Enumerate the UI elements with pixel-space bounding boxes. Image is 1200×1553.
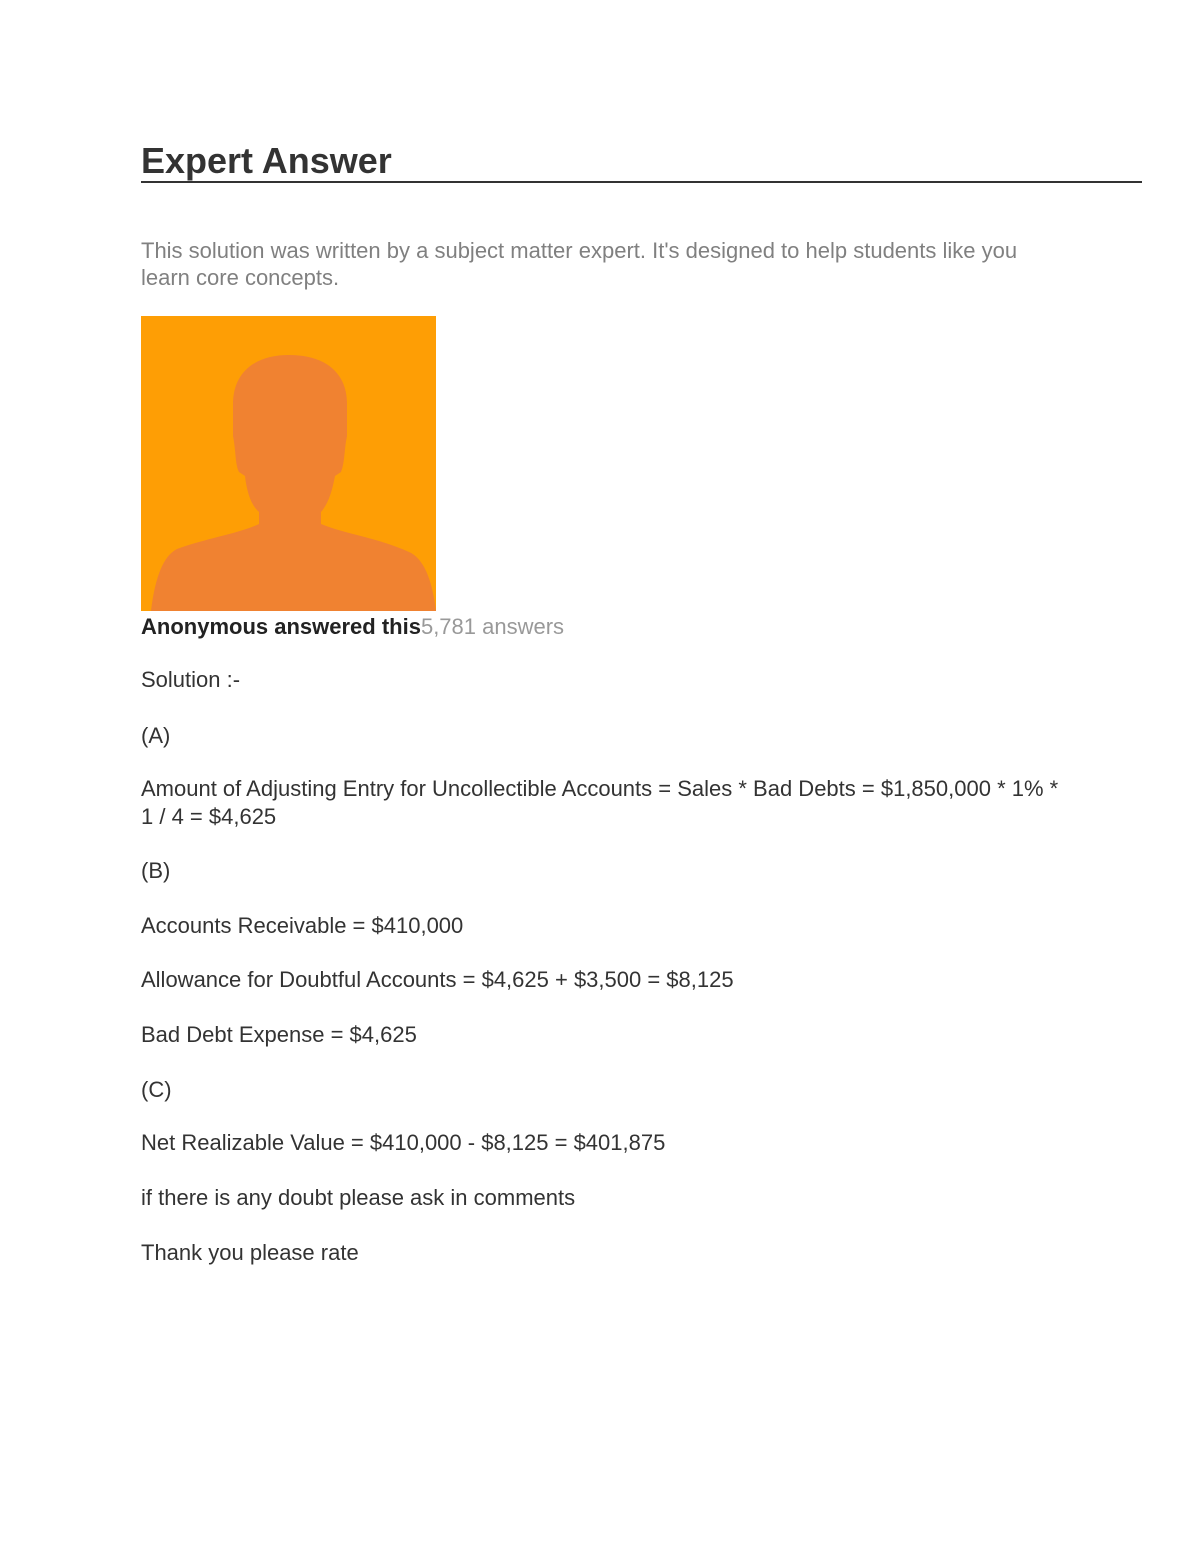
answer-meta bbox=[141, 613, 564, 640]
closing-note: if there is any doubt please ask in comments bbox=[141, 1185, 576, 1210]
allowance-line: Allowance for Doubtful Accounts = $4,625 + $3,500 = $8,125 bbox=[141, 967, 734, 992]
solution-heading: Solution :- bbox=[141, 667, 241, 692]
answers-count: 5,781 answers bbox=[420, 614, 565, 639]
part-a-label: (A) bbox=[141, 723, 171, 748]
part-a-text: Amount of Adjusting Entry for Uncollectible Accounts = Sales * Bad Debts = $1,850,000 * 1% * 1 / 4 = $4,625 bbox=[141, 776, 1059, 829]
person-silhouette-icon bbox=[141, 316, 436, 611]
part-b-label: (B) bbox=[141, 858, 171, 883]
accounts-receivable-line: Accounts Receivable = $410,000 bbox=[141, 913, 464, 938]
avatar bbox=[141, 316, 436, 611]
page-title: Expert Answer bbox=[141, 140, 392, 181]
closing-thanks: Thank you please rate bbox=[141, 1240, 359, 1265]
net-realizable-value-line: Net Realizable Value = $410,000 - $8,125 = $401,875 bbox=[141, 1130, 666, 1155]
bad-debt-expense-line: Bad Debt Expense = $4,625 bbox=[141, 1022, 417, 1047]
author-label: Anonymous answered this bbox=[141, 614, 421, 639]
part-c-label: (C) bbox=[141, 1077, 172, 1102]
expert-intro-text: This solution was written by a subject matter expert. It's designed to help students like you learn core concepts. bbox=[141, 238, 1018, 290]
title-divider bbox=[141, 181, 1142, 183]
